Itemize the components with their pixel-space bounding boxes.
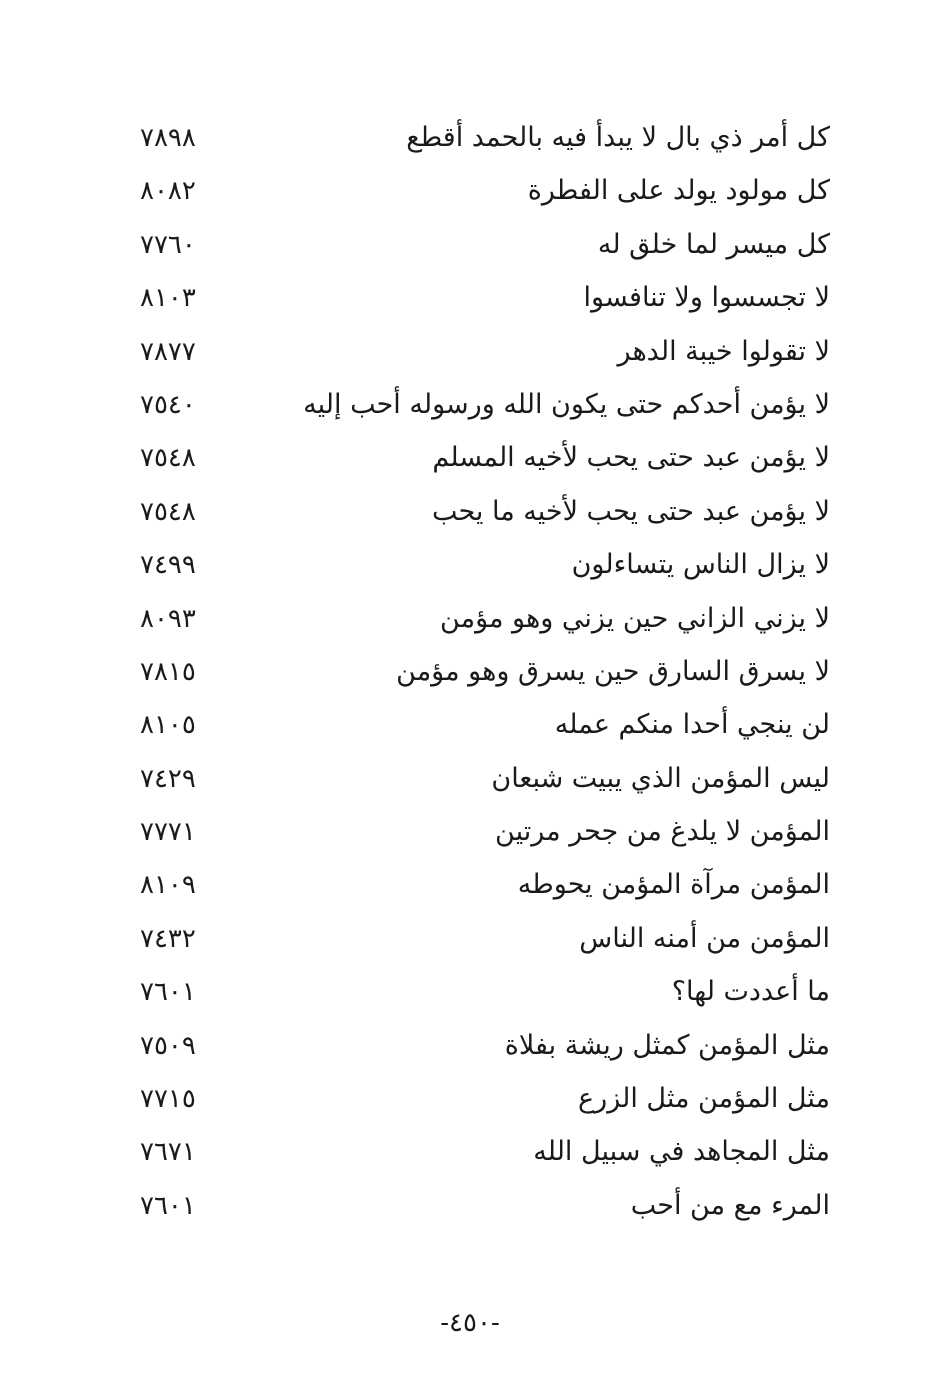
hadith-number: ٧٦٠١ <box>140 977 196 1008</box>
hadith-number: ٧٥٤٠ <box>140 389 196 420</box>
list-item <box>0 219 940 272</box>
hadith-text: لا يؤمن أحدكم حتى يكون الله ورسوله أحب إليه <box>303 388 830 420</box>
hadith-number: ٧٦٧١ <box>140 1137 196 1168</box>
hadith-text: مثل المؤمن مثل الزرع <box>578 1083 830 1115</box>
hadith-text: لا يؤمن عبد حتى يحب لأخيه ما يحب <box>431 495 830 527</box>
list-item <box>0 699 940 752</box>
list-item <box>0 326 940 379</box>
list-item <box>0 432 940 485</box>
hadith-text: لن ينجي أحدا منكم عمله <box>554 709 830 741</box>
hadith-text: المؤمن مرآة المؤمن يحوطه <box>517 869 830 901</box>
page-number: -٤٥٠- <box>440 1308 500 1338</box>
list-item <box>0 165 940 218</box>
list-item <box>0 593 940 646</box>
hadith-number: ٨١٠٩ <box>140 870 196 901</box>
list-item <box>0 112 940 165</box>
hadith-number: ٧٤٩٩ <box>140 550 196 581</box>
list-item <box>0 806 940 859</box>
hadith-number: ٧٧٦٠ <box>140 229 196 260</box>
list-item <box>0 486 940 539</box>
list-item <box>0 539 940 592</box>
hadith-text: لا تجسسوا ولا تنافسوا <box>583 282 830 314</box>
hadith-number: ٨٠٨٢ <box>140 176 196 207</box>
list-item <box>0 966 940 1019</box>
hadith-number: ٧٥٤٨ <box>140 496 196 527</box>
hadith-text: كل ميسر لما خلق له <box>597 228 830 260</box>
hadith-number: ٨٠٩٣ <box>140 603 196 634</box>
list-item <box>0 1126 940 1179</box>
hadith-text: لا يؤمن عبد حتى يحب لأخيه المسلم <box>432 442 830 474</box>
hadith-number: ٧٨١٥ <box>140 656 196 687</box>
hadith-text: المؤمن من أمنه الناس <box>579 922 830 954</box>
hadith-number: ٧٧١٥ <box>140 1084 196 1115</box>
list-item <box>0 859 940 912</box>
list-item <box>0 1180 940 1233</box>
hadith-number: ٧٤٢٩ <box>140 763 196 794</box>
hadith-text: كل أمر ذي بال لا يبدأ فيه بالحمد أقطع <box>406 122 830 153</box>
hadith-number: ٧٥٠٩ <box>140 1030 196 1061</box>
hadith-text: ما أعددت لها؟ <box>671 976 830 1008</box>
hadith-number: ٧٤٣٢ <box>140 923 196 954</box>
hadith-text: مثل المجاهد في سبيل الله <box>533 1136 830 1168</box>
hadith-text: لا يسرق السارق حين يسرق وهو مؤمن <box>396 655 830 687</box>
hadith-text: لا تقولوا خيبة الدهر <box>617 335 830 367</box>
list-item <box>0 913 940 966</box>
list-item <box>0 1020 940 1073</box>
hadith-text: المؤمن لا يلدغ من جحر مرتين <box>495 816 830 848</box>
list-item <box>0 379 940 432</box>
hadith-text: المرء مع من أحب <box>630 1189 830 1221</box>
list-item <box>0 1073 940 1126</box>
hadith-text: ليس المؤمن الذي يبيت شبعان <box>491 762 830 794</box>
hadith-number: ٧٦٠١ <box>140 1190 196 1221</box>
hadith-number: ٨١٠٣ <box>140 283 196 314</box>
hadith-number: ٧٨٧٧ <box>140 336 196 367</box>
list-item <box>0 753 940 806</box>
list-item <box>0 646 940 699</box>
hadith-index-list <box>0 112 940 1233</box>
hadith-number: ٧٥٤٨ <box>140 443 196 474</box>
hadith-text: مثل المؤمن كمثل ريشة بفلاة <box>504 1029 830 1061</box>
hadith-text: كل مولود يولد على الفطرة <box>527 175 830 207</box>
list-item <box>0 272 940 325</box>
hadith-number: ٧٧٧١ <box>140 817 196 848</box>
hadith-number: ٧٨٩٨ <box>140 123 196 153</box>
hadith-text: لا يزال الناس يتساءلون <box>571 549 830 581</box>
hadith-text: لا يزني الزاني حين يزني وهو مؤمن <box>440 602 830 634</box>
hadith-number: ٨١٠٥ <box>140 710 196 741</box>
